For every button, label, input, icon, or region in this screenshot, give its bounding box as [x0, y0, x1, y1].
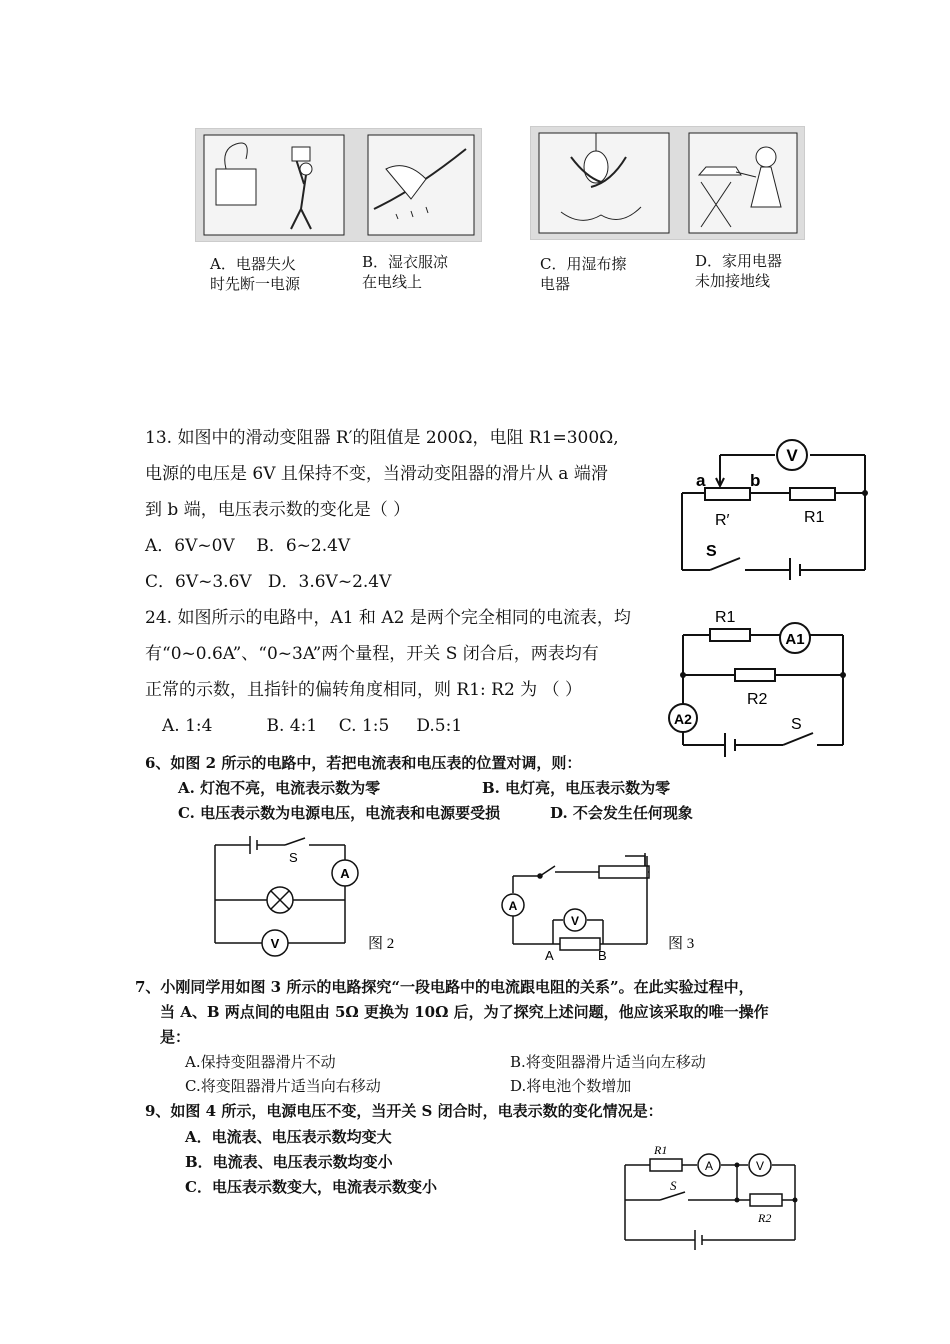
question-6-option-a: A. 灯泡不亮，电流表示数为零 [178, 779, 381, 797]
point-b-label: B [598, 948, 607, 963]
question-7-option-c: C.将变阻器滑片适当向右移动 [185, 1077, 381, 1095]
switch-label: S [706, 543, 717, 560]
option-d: D．3.6V~2.4V [267, 572, 392, 592]
option-a: A．6V~0V [145, 536, 235, 556]
option-b: B．6~2.4V [256, 536, 351, 556]
picture-c-caption [540, 254, 626, 294]
question-9-stem: 9、如图 4 所示，电源电压不变，当开关 S 闭合时，电表示数的变化情况是： [145, 1102, 663, 1120]
ammeter-a2-label: A2 [674, 711, 692, 727]
fire-and-wet-clothes-illustration [196, 129, 481, 241]
question-6-option-c: C. 电压表示数为电源电压，电流表和电源要受损 [178, 804, 501, 822]
circuit-diagram-q13 [670, 430, 880, 580]
question-7-line: 是： [160, 1028, 191, 1046]
question-6-option-d: D. 不会发生任何现象 [550, 804, 693, 822]
option-row [145, 528, 665, 564]
question-9-option-c: C．电压表示数变大，电流表示数变小 [185, 1178, 437, 1196]
circuit-figure-4 [620, 1140, 805, 1255]
question-7-option-a: A.保持变阻器滑片不动 [185, 1053, 336, 1071]
picture-a-b [195, 128, 482, 242]
voltmeter-label: V [786, 446, 798, 465]
question-7-line: 当 A、B 两点间的电阻由 5Ω 更换为 10Ω 后，为了探究上述问题，他应该采取的唯一操作 [160, 1003, 769, 1021]
resistor-r2-label: R2 [758, 1211, 772, 1225]
point-a-label: A [545, 948, 554, 963]
ammeter-label: A [340, 866, 350, 881]
option-row: A. 1:4 B. 4:1 C. 1:5 D.5:1 [162, 716, 463, 736]
question-6-stem: 6、如图 2 所示的电路中，若把电流表和电压表的位置对调，则： [145, 754, 582, 772]
caption-line: D．家用电器 [695, 252, 783, 270]
voltmeter-label: V [755, 1159, 765, 1173]
caption-line: B．湿衣服凉 [362, 253, 449, 271]
question-7-option-d: D.将电池个数增加 [510, 1077, 632, 1095]
resistor-r1-label: R1 [715, 609, 736, 626]
circuit-figure-2 [205, 830, 420, 960]
caption-line: 电器 [540, 275, 571, 293]
question-9-option-a: A．电流表、电压表示数均变大 [185, 1128, 392, 1146]
caption-line: 未加接地线 [695, 272, 771, 290]
switch-label: S [670, 1178, 677, 1193]
switch-label: S [791, 716, 802, 733]
question-line: 24. 如图所示的电路中，A1 和 A2 是两个完全相同的电流表，均 [145, 608, 631, 628]
question-7-line: 7、小刚同学用如图 3 所示的电路探究“一段电路中的电流跟电阻的关系”。在此实验过程中， [135, 978, 754, 996]
option-c: C．6V~3.6V [145, 572, 252, 592]
caption-line: C．用湿布擦 [540, 255, 627, 273]
caption-line: 时先断一电源 [210, 275, 301, 293]
resistor-r2-label: R2 [747, 691, 768, 708]
question-6-option-b: B. 电灯亮，电压表示数为零 [482, 779, 671, 797]
question-line: 有“0~0.6A”、“0~3A”两个量程，开关 S 闭合后，两表均有 [145, 644, 599, 664]
caption-line: 在电线上 [362, 273, 423, 291]
voltmeter-label: V [270, 936, 280, 951]
question-line: 电源的电压是 6V 且保持不变，当滑动变阻器的滑片从 a 端滑 [145, 464, 608, 484]
picture-b-caption [362, 252, 448, 292]
picture-c-d [530, 126, 805, 240]
circuit-diagram-q24 [665, 600, 860, 760]
rheostat-label: R′ [715, 512, 730, 529]
question-line: 13. 如图中的滑动变阻器 R′的阻值是 200Ω，电阻 R1=300Ω, [145, 428, 619, 448]
picture-a-caption [210, 254, 300, 294]
figure-2-label: 图 2 [368, 936, 395, 952]
ammeter-label: A [508, 899, 518, 913]
question-9-option-b: B．电流表、电压表示数均变小 [185, 1153, 393, 1171]
ammeter-label: A [704, 1159, 714, 1173]
circuit-figure-3 [495, 848, 715, 963]
resistor-r1-label: R1 [654, 1143, 668, 1157]
voltmeter-label: V [570, 914, 580, 928]
question-13 [145, 420, 665, 600]
option-row [145, 564, 665, 600]
question-24 [145, 600, 665, 744]
ammeter-a1-label: A1 [785, 631, 805, 648]
wet-cloth-and-ironing-illustration [531, 127, 804, 239]
figure-3-label: 图 3 [668, 936, 695, 952]
caption-line: A．电器失火 [210, 255, 296, 273]
picture-d-caption [695, 251, 782, 291]
point-a-label: a [696, 471, 706, 490]
question-7-option-b: B.将变阻器滑片适当向左移动 [510, 1053, 706, 1071]
point-b-label: b [750, 471, 761, 490]
question-line: 到 b 端，电压表示数的变化是（ ） [145, 500, 411, 520]
question-line: 正常的示数，且指针的偏转角度相同，则 R1: R2 为 （ ） [145, 680, 582, 700]
resistor-r1-label: R1 [804, 509, 825, 526]
switch-label: S [289, 850, 298, 865]
